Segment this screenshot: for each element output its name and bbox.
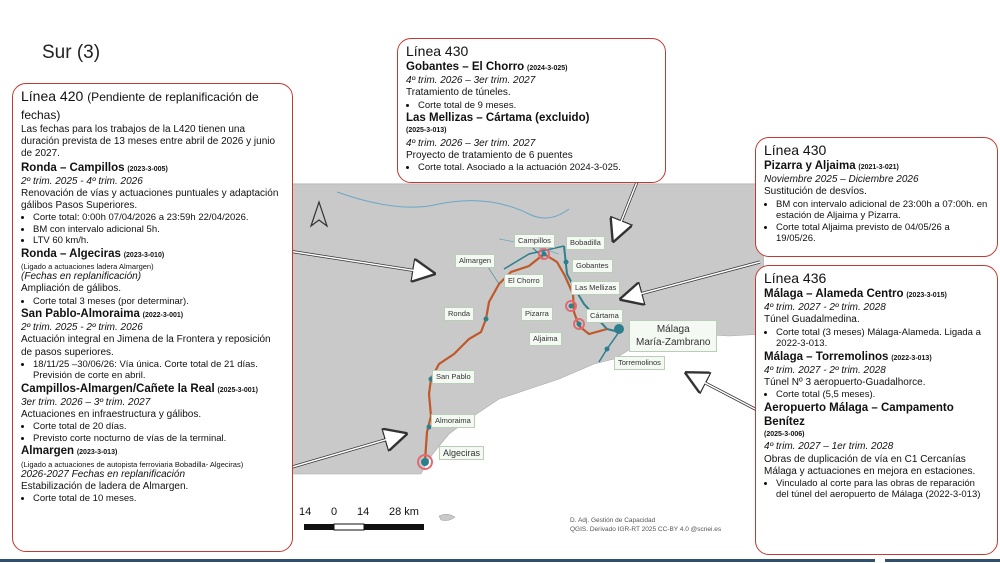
- list-item: • Corte total de 20 días.: [33, 421, 284, 433]
- callout-box-l430-right: [755, 137, 998, 257]
- footer-rule-right: [885, 559, 1000, 562]
- l436-s2-date: 4º trim. 2027 - 2º trim. 2028: [764, 364, 886, 376]
- scale-label-1: 14: [299, 506, 312, 518]
- l436-s1-desc: Túnel Guadalmedina.: [764, 314, 860, 326]
- l420-title: Línea 420: [21, 88, 84, 104]
- scale-label-3: 14: [357, 506, 370, 518]
- station-label-algeciras: Algeciras: [439, 446, 484, 460]
- l436-s1-date: 4º trim. 2027 - 2º trim. 2028: [764, 302, 886, 314]
- malaga-label-line1: Málaga: [656, 324, 690, 335]
- l420-s1-desc: Renovación de vías y actuaciones puntuales y adaptación gálibos Pasos Superiores.: [21, 188, 279, 212]
- l420-s4-date: 3er trim. 2026 – 3º trim. 2027: [21, 397, 151, 409]
- l436-s1-bullets: [764, 327, 989, 350]
- l420-s3-desc: Actuación integral en Jimena de la Frontera y reposición de pasos superiores.: [21, 334, 271, 358]
- l420-s3-code: (2022-3-001): [142, 312, 184, 320]
- l430-top-s2-code: (2025-3-013): [406, 127, 447, 135]
- station-label-pizarra: Pizarra: [521, 307, 553, 321]
- station-label-aljaima: Aljaima: [529, 332, 562, 346]
- l430-top-s2-date: 4º trim. 2026 – 3er trim. 2027: [406, 137, 536, 149]
- l430-top-s2-desc: Proyecto de tratamiento de 6 puentes: [406, 149, 573, 161]
- l420-s5-code: (2023-3-013): [76, 449, 118, 457]
- list-item: • LTV 60 km/h.: [33, 235, 284, 247]
- malaga-label-line2: María-Zambrano: [636, 337, 711, 348]
- station-label-torremolinos: Torremolinos: [614, 356, 665, 370]
- l430-top-s1-date: 4º trim. 2026 – 3er trim. 2027: [406, 75, 536, 87]
- station-label-malaga: [629, 320, 717, 352]
- l430-top-s1-desc: Tratamiento de túneles.: [406, 87, 511, 99]
- list-item: • Corte total (3 meses) Málaga-Alameda. Ligada a 2022-3-013.: [776, 327, 989, 350]
- l420-s2-date: (Fechas en replanificación): [21, 271, 142, 283]
- l430-top-s1-title: Gobantes – El Chorro: [406, 61, 525, 73]
- l436-heading: Línea 436: [764, 270, 827, 286]
- l420-s4-desc: Actuaciones en infraestructura y gálibos.: [21, 409, 202, 421]
- l430-right-s1-code: (2021-3-021): [858, 164, 899, 171]
- l430-top-heading: Línea 430: [406, 43, 469, 59]
- l420-s2-bullets: [21, 296, 284, 308]
- l420-s2-note: (Ligado a actuaciones ladera Almargen): [21, 262, 154, 272]
- l420-heading: [21, 88, 284, 124]
- l420-s3-bullets: [21, 359, 284, 382]
- l420-s3-date: 2º trim. 2025 - 2º trim. 2026: [21, 322, 143, 334]
- list-item: • Corte total de 9 meses.: [418, 100, 657, 112]
- l436-s1-code: (2023-3-015): [906, 292, 947, 299]
- l430-top-s2-title: Las Mellizas – Cártama (excluido): [406, 112, 590, 125]
- l420-s5-title: Almargen: [21, 445, 75, 458]
- slide-title: Sur (3): [42, 42, 101, 63]
- list-item: • 18/11/25 –30/06/26: Vía única. Corte total de 21 días. Previsión de corte en abril.: [33, 359, 284, 382]
- l420-s2-desc: Ampliación de gálibos.: [21, 283, 122, 295]
- l430-top-s2-bullets: [406, 162, 657, 174]
- callout-box-l436: [755, 265, 998, 555]
- station-label-almargen: Almargen: [455, 254, 495, 268]
- l430-right-s1-title: Pizarra y Aljaima: [764, 160, 856, 172]
- callout-box-l430-top: [397, 38, 666, 183]
- l420-s5-date: 2026-2027 Fechas en replanificación: [21, 468, 185, 480]
- l420-s1-code: (2023-3-005): [127, 165, 168, 173]
- station-label-gobantes: Gobantes: [572, 259, 613, 273]
- l436-s1-title: Málaga – Alameda Centro: [764, 288, 904, 300]
- map-credit-line1: D. Adj. Gestión de Capacidad: [570, 517, 656, 524]
- l430-right-s1-date: Noviembre 2025 – Diciembre 2026: [764, 174, 919, 186]
- l420-s5-note: (Ligado a actuaciones de autopista ferroviaria Bobadilla- Algeciras): [21, 459, 244, 469]
- l420-s3-title: San Pablo-Almoraima: [21, 308, 140, 321]
- l420-s2-code: (2023-3-010): [123, 251, 165, 259]
- l420-intro: Las fechas para los trabajos de la L420 tienen una duración prevista de 13 meses entre abril de 2026 y junio de 2027.: [21, 124, 276, 160]
- l430-top-s1-bullets: [406, 100, 657, 112]
- l430-top-s1-code: (2024-3-025): [527, 65, 568, 72]
- l420-heading-note: (Pendiente de replanificación de fechas): [21, 90, 259, 122]
- l436-s3-bullets: [764, 478, 989, 501]
- list-item: • BM con intervalo adicional 5h.: [33, 224, 284, 236]
- list-item: • Corte total Aljaima previsto de 04/05/26 a 19/05/26.: [776, 222, 989, 245]
- l420-s4-title: Campillos-Almargen/Cañete la Real: [21, 382, 215, 395]
- station-label-el-chorro: El Chorro: [504, 274, 544, 288]
- station-label-ronda: Ronda: [444, 307, 474, 321]
- l436-s2-code: (2022-3-013): [891, 354, 932, 362]
- scale-label-4: 28 km: [389, 506, 419, 518]
- l436-s2-bullets: [764, 389, 989, 401]
- station-label-campillos: Campillos: [514, 234, 555, 248]
- map-credits: [570, 516, 721, 534]
- l436-s2-desc: Túnel Nº 3 aeropuerto-Guadalhorce.: [764, 377, 926, 389]
- l436-s2-title: Málaga – Torremolinos: [764, 350, 889, 363]
- footer-rule: [0, 559, 875, 562]
- l436-s3-title: Aeropuerto Málaga – Campamento Benítez: [764, 401, 954, 428]
- list-item: • Corte total (5,5 meses).: [776, 389, 989, 401]
- l420-s4-bullets: [21, 421, 284, 444]
- station-label-las-mellizas: Las Mellizas: [571, 281, 620, 295]
- station-label-san-pablo: San Pablo: [432, 370, 475, 384]
- l436-s3-date: 4º trim. 2027 – 1er trim. 2028: [764, 441, 894, 453]
- station-label-bobadilla: Bobadilla: [566, 236, 605, 250]
- list-item: • Corte total de 10 meses.: [33, 493, 284, 505]
- l430-right-heading: Línea 430: [764, 142, 827, 158]
- callout-box-l420: [12, 83, 293, 552]
- l420-s1-bullets: [21, 212, 284, 247]
- l420-s5-bullets: [21, 493, 284, 505]
- l430-right-s1-desc: Sustitución de desvíos.: [764, 186, 867, 198]
- l420-s2-title: Ronda – Algeciras: [21, 247, 121, 260]
- station-label-cartama: Cártama: [586, 309, 623, 323]
- scale-label-2: 0: [331, 506, 338, 518]
- map-credit-line2: QGIS. Derivado IGR-RT 2025 CC-BY 4.0 @scnei.es: [570, 526, 722, 533]
- railway-map: [288, 183, 763, 543]
- l436-s3-code: (2025-3-006): [764, 431, 805, 439]
- list-item: • Vinculado al corte para las obras de reparación del túnel del aeropuerto de Málaga (2022-3-013): [776, 478, 989, 501]
- l436-s3-desc: Obras de duplicación de vía en C1 Cercanías Málaga y actuaciones en mejora en estaciones.: [764, 453, 976, 477]
- l420-s4-code: (2025-3-001): [217, 386, 258, 394]
- list-item: • Previsto corte nocturno de vías de la terminal.: [33, 433, 284, 445]
- l430-right-s1-bullets: [764, 199, 989, 245]
- list-item: • Corte total. Asociado a la actuación 2024-3-025.: [418, 162, 657, 174]
- list-item: • BM con intervalo adicional de 23:00h a 07:00h. en estación de Aljaima y Pizarra.: [776, 199, 989, 222]
- list-item: • Corte total: 0:00h 07/04/2026 a 23:59h 22/04/2026.: [33, 212, 284, 224]
- l420-s5-desc: Estabilización de ladera de Almargen.: [21, 480, 189, 492]
- station-label-almoraima: Almoraima: [431, 414, 475, 428]
- list-item: • Corte total 3 meses (por determinar).: [33, 296, 284, 308]
- l420-s1-date: 2º trim. 2025 - 4º trim. 2026: [21, 175, 143, 187]
- l420-s1-title: Ronda – Campillos: [21, 161, 125, 174]
